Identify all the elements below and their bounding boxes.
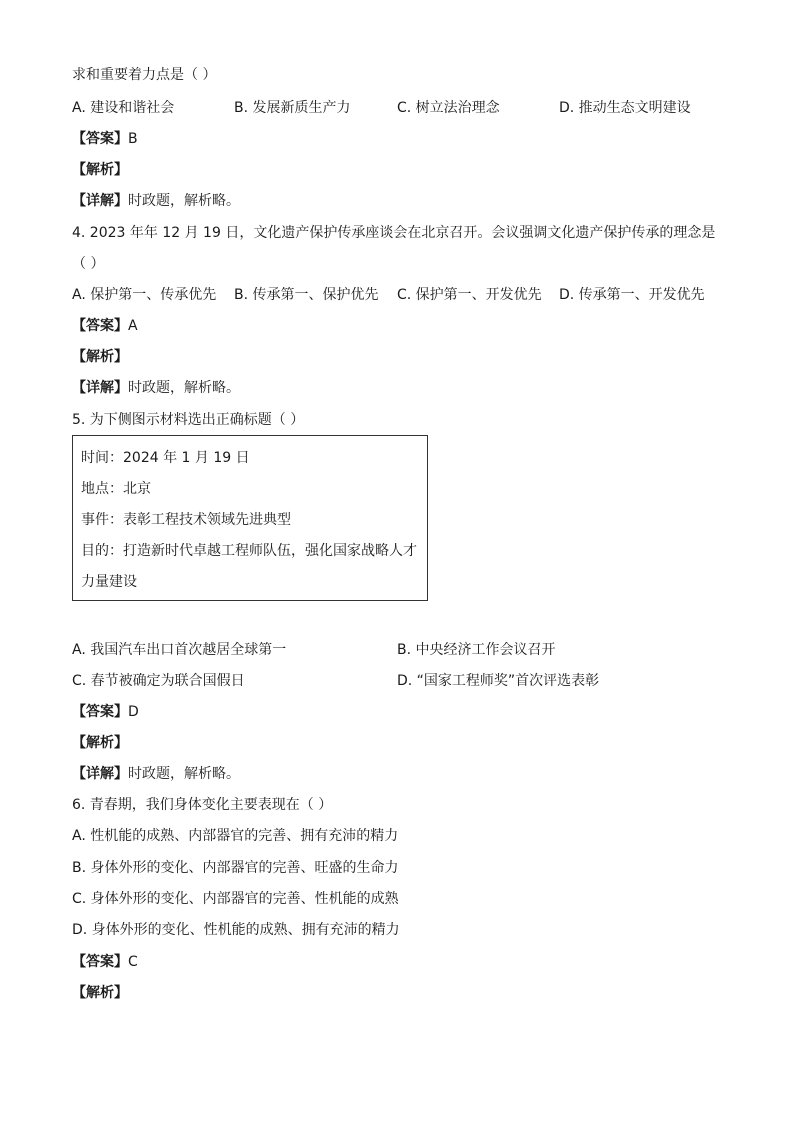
q6-option-d: D. 身体外形的变化、性机能的成熟、拥有充沛的精力 bbox=[72, 922, 400, 938]
answer-value: A bbox=[128, 318, 138, 334]
q6-analysis bbox=[72, 984, 128, 1002]
detail-text: 时政题，解析略。 bbox=[128, 380, 240, 396]
analysis-tag: 【解析】 bbox=[72, 985, 128, 1001]
q4-option-d: D. 传承第一、开发优先 bbox=[559, 287, 705, 303]
q4-option-a: A. 保护第一、传承优先 bbox=[72, 287, 217, 303]
q6-stem: 6. 青春期，我们身体变化主要表现在（ ） bbox=[72, 797, 333, 813]
q3-analysis bbox=[72, 161, 128, 179]
q5-option-a: A. 我国汽车出口首次越居全球第一 bbox=[72, 642, 287, 658]
q5-option-b: B. 中央经济工作会议召开 bbox=[397, 642, 556, 658]
answer-value: C bbox=[128, 954, 138, 970]
answer-tag: 【答案】 bbox=[72, 954, 128, 970]
analysis-tag: 【解析】 bbox=[72, 349, 128, 365]
q4-answer bbox=[72, 317, 138, 335]
q6-option-b: B. 身体外形的变化、内部器官的完善、旺盛的生命力 bbox=[72, 860, 399, 876]
q4-option-b: B. 传承第一、保护优先 bbox=[234, 287, 379, 303]
q5-analysis bbox=[72, 734, 128, 752]
answer-value: B bbox=[128, 131, 138, 147]
answer-value: D bbox=[128, 704, 139, 720]
material-line: 地点：北京 bbox=[81, 481, 151, 497]
q5-detail bbox=[72, 765, 240, 783]
q5-material-box bbox=[72, 435, 428, 601]
q5-answer bbox=[72, 703, 139, 721]
detail-tag: 【详解】 bbox=[72, 380, 128, 396]
q4-analysis bbox=[72, 348, 128, 366]
material-line: 目的：打造新时代卓越工程师队伍，强化国家战略人才 bbox=[81, 543, 417, 559]
q3-stem-tail: 求和重要着力点是（ ） bbox=[72, 67, 217, 83]
q3-option-b: B. 发展新质生产力 bbox=[234, 100, 351, 116]
q4-stem: 4. 2023 年年 12 月 19 日，文化遗产保护传承座谈会在北京召开。会议强调文化遗产保护传承的理念是 bbox=[72, 225, 716, 241]
material-line: 时间：2024 年 1 月 19 日 bbox=[81, 450, 250, 466]
analysis-tag: 【解析】 bbox=[72, 735, 128, 751]
answer-tag: 【答案】 bbox=[72, 704, 128, 720]
detail-tag: 【详解】 bbox=[72, 193, 128, 209]
detail-text: 时政题，解析略。 bbox=[128, 766, 240, 782]
detail-tag: 【详解】 bbox=[72, 766, 128, 782]
q6-option-c: C. 身体外形的变化、内部器官的完善、性机能的成熟 bbox=[72, 891, 399, 907]
q6-answer bbox=[72, 953, 138, 971]
answer-tag: 【答案】 bbox=[72, 318, 128, 334]
q3-answer bbox=[72, 130, 138, 148]
q3-detail bbox=[72, 192, 240, 210]
q5-option-c: C. 春节被确定为联合国假日 bbox=[72, 673, 245, 689]
q6-option-a: A. 性机能的成熟、内部器官的完善、拥有充沛的精力 bbox=[72, 828, 399, 844]
material-line: 力量建设 bbox=[81, 574, 137, 590]
q5-option-d: D. “国家工程师奖”首次评选表彰 bbox=[397, 673, 600, 689]
detail-text: 时政题，解析略。 bbox=[128, 193, 240, 209]
q3-option-d: D. 推动生态文明建设 bbox=[559, 100, 691, 116]
q3-option-a: A. 建设和谐社会 bbox=[72, 100, 175, 116]
q5-stem: 5. 为下侧图示材料选出正确标题（ ） bbox=[72, 412, 305, 428]
q4-detail bbox=[72, 379, 240, 397]
material-line: 事件：表彰工程技术领域先进典型 bbox=[81, 512, 291, 528]
answer-tag: 【答案】 bbox=[72, 131, 128, 147]
q4-stem-cont: （ ） bbox=[72, 256, 105, 272]
q3-option-c: C. 树立法治理念 bbox=[397, 100, 500, 116]
q4-option-c: C. 保护第一、开发优先 bbox=[397, 287, 542, 303]
analysis-tag: 【解析】 bbox=[72, 162, 128, 178]
